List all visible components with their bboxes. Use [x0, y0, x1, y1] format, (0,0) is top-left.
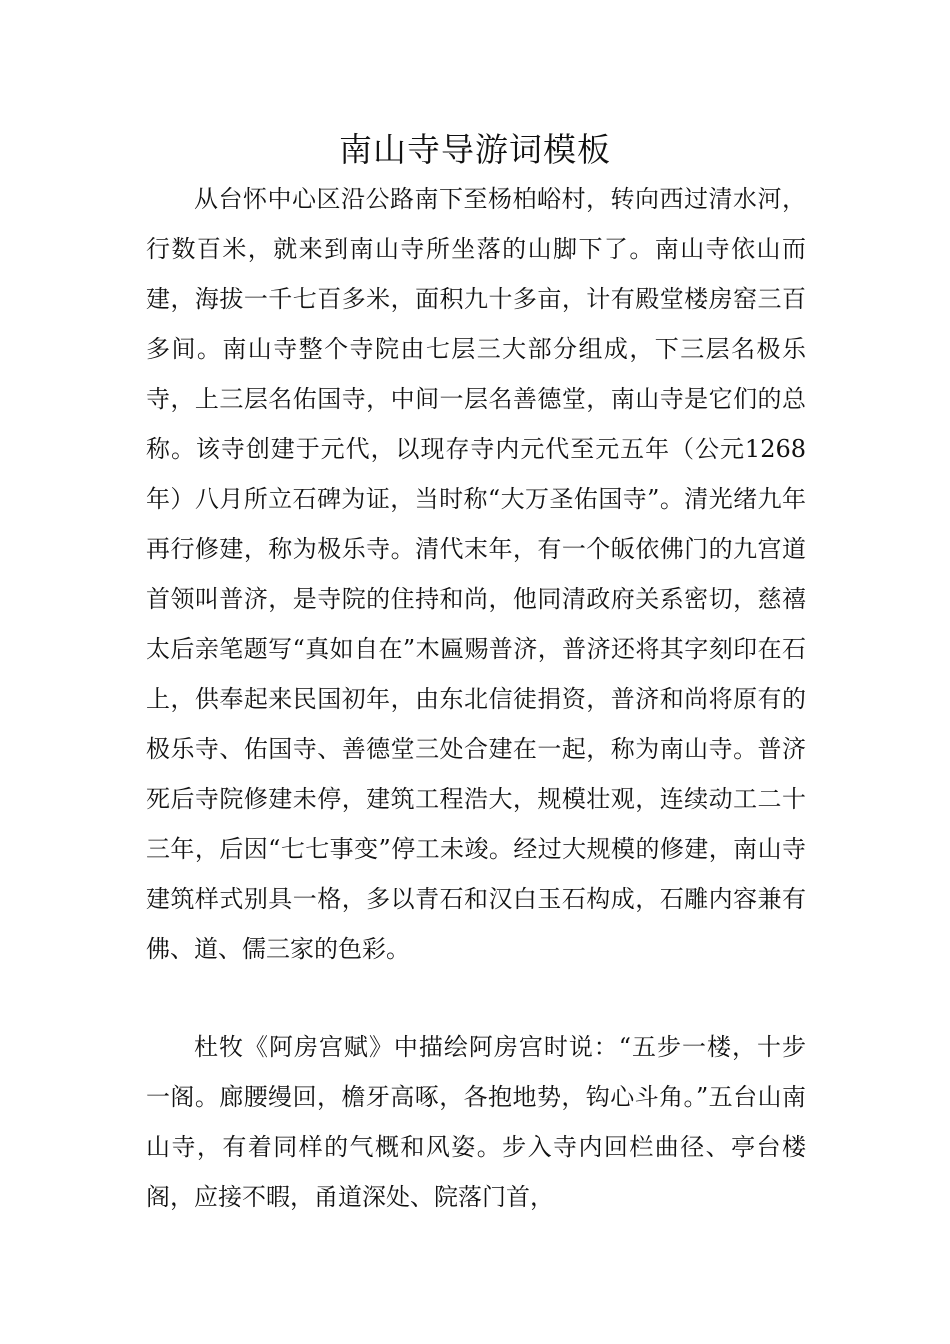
body-paragraph-1: 从台怀中心区沿公路南下至杨柏峪村，转向西过清水河，行数百米，就来到南山寺所坐落的山脚下了。南山寺依山而建，海拔一千七百多米，面积九十多亩，计有殿堂楼房窑三百多间。南山寺整个寺院由七层三大部分组成，下三层名极乐寺，上三层名佑国寺，中间一层名善德堂，南山寺是它们的总称。该寺创建于元代，以现存寺内元代至元五年（公元1268年）八月所立石碑为证，当时称“大万圣佑国寺”。清光绪九年再行修建，称为极乐寺。清代末年，有一个皈依佛门的九宫道首领叫普济，是寺院的住持和尚，他同清政府关系密切，慈禧太后亲笔题写“真如自在”木匾赐普济，普济还将其字刻印在石上，供奉起来民国初年，由东北信徒捐资，普济和尚将原有的极乐寺、佑国寺、善德堂三处合建在一起，称为南山寺。普济死后寺院修建未停，建筑工程浩大，规模壮观，连续动工二十三年，后因“七七事变”停工未竣。经过大规模的修建，南山寺建筑样式别具一格，多以青石和汉白玉石构成，石雕内容兼有佛、道、儒三家的色彩。 — [146, 185, 806, 963]
body-paragraph-2: 杜牧《阿房宫赋》中描绘阿房宫时说：“五步一楼，十步一阁。廊腰缦回，檐牙高啄，各抱地势，钩心斗角。”五台山南山寺，有着同样的气概和风姿。步入寺内回栏曲径、亭台楼阁，应接不暇，甬道深处、院落门首， — [146, 1033, 806, 1211]
document-title: 南山寺导游词模板 — [339, 130, 611, 169]
